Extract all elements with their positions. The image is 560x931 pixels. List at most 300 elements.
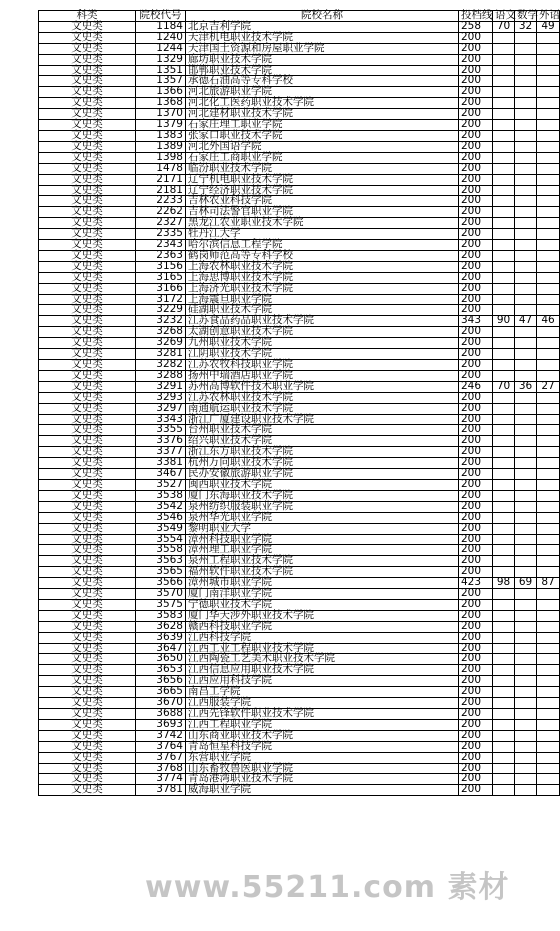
cell-school-code: 3377 [136,447,186,458]
cell-chinese [493,479,515,490]
table-body [39,21,560,795]
cell-school-name: 江西陶瓷工艺美术职业技术学院 [186,654,459,665]
table-row [39,229,560,240]
cell-school-code: 1379 [136,120,186,131]
cell-chinese [493,643,515,654]
cell-chinese [493,338,515,349]
cell-kelei: 文史类 [39,174,136,185]
cell-foreign-language [537,730,560,741]
cell-school-code: 3291 [136,381,186,392]
cell-cutoff-score: 200 [459,32,493,43]
cell-school-name: 绍兴职业技术学院 [186,436,459,447]
cell-school-name: 张家口职业技术学院 [186,130,459,141]
cell-foreign-language [537,185,560,196]
cell-school-code: 3688 [136,709,186,720]
cell-kelei: 文史类 [39,196,136,207]
table-row [39,447,560,458]
cell-chinese [493,120,515,131]
cell-math [515,240,537,251]
cell-school-name: 石家庄工商职业学院 [186,152,459,163]
cell-cutoff-score: 200 [459,403,493,414]
cell-school-code: 3781 [136,785,186,796]
cell-foreign-language [537,349,560,360]
cell-chinese [493,534,515,545]
cell-school-code: 3650 [136,654,186,665]
cell-kelei: 文史类 [39,87,136,98]
cell-kelei: 文史类 [39,272,136,283]
table-row [39,283,560,294]
cell-math [515,109,537,120]
cell-cutoff-score: 200 [459,599,493,610]
cell-kelei: 文史类 [39,370,136,381]
cell-chinese [493,763,515,774]
cell-foreign-language [537,360,560,371]
cell-cutoff-score: 200 [459,621,493,632]
cell-math [515,32,537,43]
cell-school-name: 杭州万向职业技术学院 [186,458,459,469]
header-math: 数学 [515,11,537,22]
table-row [39,240,560,251]
cell-school-name: 泉州纺织服装职业学院 [186,501,459,512]
cell-math [515,207,537,218]
cell-school-name: 江苏农林职业技术学院 [186,392,459,403]
cell-school-code: 3549 [136,523,186,534]
table-row [39,785,560,796]
cell-foreign-language [537,545,560,556]
table-row [39,360,560,371]
cell-cutoff-score: 200 [459,130,493,141]
cell-school-name: 江西科技学院 [186,632,459,643]
cell-chinese [493,87,515,98]
cell-cutoff-score: 200 [459,687,493,698]
cell-cutoff-score: 200 [459,229,493,240]
cell-cutoff-score: 200 [459,752,493,763]
cell-math [515,447,537,458]
cell-foreign-language [537,32,560,43]
cell-school-code: 3376 [136,436,186,447]
cell-foreign-language [537,665,560,676]
cell-school-name: 江西应用科技学院 [186,676,459,687]
cell-kelei: 文史类 [39,305,136,316]
cell-foreign-language [537,261,560,272]
cell-math [515,763,537,774]
header-school-code: 院校代号 [136,11,186,22]
cell-kelei: 文史类 [39,207,136,218]
table-row [39,425,560,436]
cell-school-code: 3355 [136,425,186,436]
cell-cutoff-score: 200 [459,327,493,338]
cell-math [515,185,537,196]
table-row [39,469,560,480]
table-row [39,774,560,785]
cell-school-code: 3639 [136,632,186,643]
cell-kelei: 文史类 [39,643,136,654]
cell-school-name: 江苏食品药品职业技术学院 [186,316,459,327]
cell-school-code: 3156 [136,261,186,272]
cell-foreign-language [537,207,560,218]
cell-math [515,272,537,283]
cell-chinese [493,196,515,207]
cell-math [515,589,537,600]
cell-cutoff-score: 200 [459,469,493,480]
cell-cutoff-score: 200 [459,523,493,534]
cell-kelei: 文史类 [39,599,136,610]
table-row [39,272,560,283]
table-row [39,98,560,109]
cell-kelei: 文史类 [39,436,136,447]
table-row [39,687,560,698]
cell-chinese [493,360,515,371]
cell-chinese [493,436,515,447]
cell-school-code: 3467 [136,469,186,480]
cell-foreign-language [537,425,560,436]
table-row [39,294,560,305]
cell-school-code: 2327 [136,218,186,229]
cell-chinese [493,163,515,174]
cell-school-code: 2171 [136,174,186,185]
cell-chinese [493,130,515,141]
cell-school-name: 泉州工程职业技术学院 [186,556,459,567]
cell-foreign-language [537,523,560,534]
table-row [39,174,560,185]
cell-school-code: 3693 [136,719,186,730]
cell-chinese [493,109,515,120]
cell-cutoff-score: 258 [459,21,493,32]
cell-school-code: 2363 [136,250,186,261]
cell-cutoff-score: 200 [459,240,493,251]
cell-school-name: 天津国土资源和房屋职业学院 [186,43,459,54]
cell-cutoff-score: 200 [459,338,493,349]
cell-math [515,87,537,98]
cell-kelei: 文史类 [39,163,136,174]
cell-cutoff-score: 200 [459,763,493,774]
cell-cutoff-score: 200 [459,174,493,185]
table-row [39,545,560,556]
cell-foreign-language [537,479,560,490]
cell-school-code: 1351 [136,65,186,76]
table-row [39,479,560,490]
cell-foreign-language [537,76,560,87]
cell-kelei: 文史类 [39,218,136,229]
cell-chinese [493,349,515,360]
cell-cutoff-score: 200 [459,196,493,207]
cell-school-name: 黑龙江农业职业技术学院 [186,218,459,229]
cell-cutoff-score: 200 [459,87,493,98]
cell-chinese [493,741,515,752]
cell-kelei: 文史类 [39,567,136,578]
cell-school-name: 台州职业技术学院 [186,425,459,436]
table-row [39,414,560,425]
cell-school-name: 宁德职业技术学院 [186,599,459,610]
cell-math [515,196,537,207]
cell-kelei: 文史类 [39,21,136,32]
cell-math [515,261,537,272]
cell-cutoff-score: 200 [459,425,493,436]
cell-math [515,654,537,665]
table-row [39,196,560,207]
cell-math [515,392,537,403]
cell-foreign-language [537,229,560,240]
cell-school-name: 南通航运职业技术学院 [186,403,459,414]
cell-kelei: 文史类 [39,120,136,131]
table-row [39,512,560,523]
cell-math [515,556,537,567]
cell-cutoff-score: 423 [459,578,493,589]
cell-foreign-language [537,785,560,796]
cell-kelei: 文史类 [39,294,136,305]
cell-school-code: 1184 [136,21,186,32]
cell-cutoff-score: 200 [459,54,493,65]
cell-cutoff-score: 200 [459,43,493,54]
cell-cutoff-score: 200 [459,360,493,371]
cell-school-code: 3538 [136,490,186,501]
table-row [39,54,560,65]
table-row [39,109,560,120]
cell-foreign-language [537,512,560,523]
cell-school-name: 民办安徽旅游职业学院 [186,469,459,480]
cell-kelei: 文史类 [39,327,136,338]
cell-chinese [493,621,515,632]
cell-school-name: 山东商业职业技术学院 [186,730,459,741]
cell-cutoff-score: 200 [459,698,493,709]
cell-math [515,43,537,54]
cell-chinese [493,458,515,469]
cell-cutoff-score: 200 [459,545,493,556]
cell-foreign-language [537,163,560,174]
cell-chinese [493,610,515,621]
cell-school-name: 漳州科技职业学院 [186,534,459,545]
table-row [39,218,560,229]
cell-school-name: 吉林司法警官职业学院 [186,207,459,218]
cell-school-name: 廊坊职业技术学院 [186,54,459,65]
cell-school-code: 1240 [136,32,186,43]
cell-math [515,469,537,480]
cell-cutoff-score: 200 [459,785,493,796]
cell-chinese [493,665,515,676]
cell-kelei: 文史类 [39,752,136,763]
cell-foreign-language [537,698,560,709]
cell-math [515,174,537,185]
cell-chinese [493,676,515,687]
cell-chinese [493,719,515,730]
cell-math [515,730,537,741]
cell-math [515,283,537,294]
cell-chinese [493,152,515,163]
cell-kelei: 文史类 [39,261,136,272]
cell-cutoff-score: 200 [459,501,493,512]
cell-cutoff-score: 200 [459,76,493,87]
cell-math [515,141,537,152]
cell-foreign-language [537,621,560,632]
cell-math [515,676,537,687]
admission-score-table [38,10,560,796]
header-chinese: 语文 [493,11,515,22]
cell-foreign-language [537,752,560,763]
cell-school-name: 山东畜牧兽医职业学院 [186,763,459,774]
cell-kelei: 文史类 [39,65,136,76]
cell-math [515,709,537,720]
cell-math [515,294,537,305]
cell-foreign-language [537,709,560,720]
cell-foreign-language [537,403,560,414]
cell-school-code: 3554 [136,534,186,545]
cell-school-code: 2181 [136,185,186,196]
cell-math [515,490,537,501]
cell-cutoff-score: 200 [459,741,493,752]
cell-chinese [493,76,515,87]
cell-cutoff-score: 200 [459,676,493,687]
cell-chinese [493,207,515,218]
cell-cutoff-score: 200 [459,218,493,229]
cell-cutoff-score: 200 [459,120,493,131]
cell-foreign-language [537,610,560,621]
cell-kelei: 文史类 [39,665,136,676]
cell-chinese [493,698,515,709]
cell-kelei: 文史类 [39,338,136,349]
cell-kelei: 文史类 [39,534,136,545]
cell-kelei: 文史类 [39,687,136,698]
cell-kelei: 文史类 [39,654,136,665]
cell-school-name: 北京吉利学院 [186,21,459,32]
cell-kelei: 文史类 [39,610,136,621]
cell-school-name: 江西信息应用职业技术学院 [186,665,459,676]
cell-math [515,665,537,676]
table-row [39,120,560,131]
cell-chinese [493,730,515,741]
cell-school-code: 1366 [136,87,186,98]
cell-school-name: 江苏农牧科技职业学院 [186,360,459,371]
cell-chinese [493,632,515,643]
cell-kelei: 文史类 [39,698,136,709]
cell-school-code: 1478 [136,163,186,174]
cell-school-code: 3172 [136,294,186,305]
cell-kelei: 文史类 [39,316,136,327]
cell-cutoff-score: 200 [459,370,493,381]
cell-cutoff-score: 200 [459,141,493,152]
cell-school-name: 青岛港湾职业技术学院 [186,774,459,785]
cell-school-name: 漳州理工职业学院 [186,545,459,556]
cell-math [515,752,537,763]
cell-school-name: 吉林农业科技学院 [186,196,459,207]
cell-school-code: 3229 [136,305,186,316]
cell-math [515,98,537,109]
cell-cutoff-score: 200 [459,163,493,174]
cell-kelei: 文史类 [39,523,136,534]
cell-chinese [493,218,515,229]
cell-kelei: 文史类 [39,98,136,109]
cell-school-code: 3381 [136,458,186,469]
cell-school-code: 3343 [136,414,186,425]
cell-school-name: 哈尔滨信息工程学院 [186,240,459,251]
cell-chinese [493,240,515,251]
cell-school-code: 3575 [136,599,186,610]
cell-school-code: 1383 [136,130,186,141]
cell-school-code: 1398 [136,152,186,163]
cell-cutoff-score: 200 [459,479,493,490]
cell-school-name: 硅湖职业技术学院 [186,305,459,316]
cell-cutoff-score: 200 [459,250,493,261]
cell-math [515,163,537,174]
cell-kelei: 文史类 [39,360,136,371]
cell-cutoff-score: 200 [459,447,493,458]
cell-chinese [493,141,515,152]
cell-cutoff-score: 200 [459,458,493,469]
cell-school-name: 上海思博职业技术学院 [186,272,459,283]
cell-math [515,338,537,349]
cell-foreign-language [537,763,560,774]
table-row [39,763,560,774]
cell-foreign-language [537,741,560,752]
cell-kelei: 文史类 [39,76,136,87]
table-row [39,589,560,600]
cell-kelei: 文史类 [39,556,136,567]
cell-school-code: 3165 [136,272,186,283]
cell-math [515,545,537,556]
cell-kelei: 文史类 [39,730,136,741]
cell-school-name: 东营职业学院 [186,752,459,763]
cell-chinese: 90 [493,316,515,327]
cell-math [515,687,537,698]
cell-school-name: 九州职业技术学院 [186,338,459,349]
cell-math [515,65,537,76]
cell-school-code: 3542 [136,501,186,512]
cell-foreign-language [537,327,560,338]
cell-school-name: 厦门东海职业技术学院 [186,490,459,501]
cell-chinese: 98 [493,578,515,589]
cell-math [515,436,537,447]
cell-math [515,403,537,414]
cell-foreign-language [537,141,560,152]
cell-cutoff-score: 200 [459,589,493,600]
cell-cutoff-score: 200 [459,730,493,741]
table-row [39,676,560,687]
cell-math [515,152,537,163]
cell-kelei: 文史类 [39,403,136,414]
cell-kelei: 文史类 [39,785,136,796]
cell-math: 47 [515,316,537,327]
cell-school-name: 河北旅游职业学院 [186,87,459,98]
cell-foreign-language: 87 [537,578,560,589]
cell-cutoff-score: 200 [459,305,493,316]
cell-cutoff-score: 200 [459,283,493,294]
cell-kelei: 文史类 [39,741,136,752]
cell-chinese [493,654,515,665]
cell-foreign-language [537,687,560,698]
cell-school-name: 江西先锋软件职业技术学院 [186,709,459,720]
cell-kelei: 文史类 [39,676,136,687]
cell-cutoff-score: 200 [459,436,493,447]
cell-chinese [493,512,515,523]
cell-foreign-language [537,469,560,480]
cell-school-code: 3656 [136,676,186,687]
table-row [39,76,560,87]
cell-chinese [493,709,515,720]
table-row [39,250,560,261]
cell-foreign-language [537,676,560,687]
cell-chinese [493,32,515,43]
cell-cutoff-score: 200 [459,610,493,621]
cell-cutoff-score: 200 [459,512,493,523]
cell-cutoff-score: 200 [459,567,493,578]
cell-school-name: 青岛恒星科技学院 [186,741,459,752]
cell-foreign-language [537,130,560,141]
cell-kelei: 文史类 [39,392,136,403]
cell-foreign-language [537,774,560,785]
cell-school-name: 威海职业学院 [186,785,459,796]
cell-chinese [493,501,515,512]
cell-cutoff-score: 200 [459,414,493,425]
cell-chinese [493,589,515,600]
